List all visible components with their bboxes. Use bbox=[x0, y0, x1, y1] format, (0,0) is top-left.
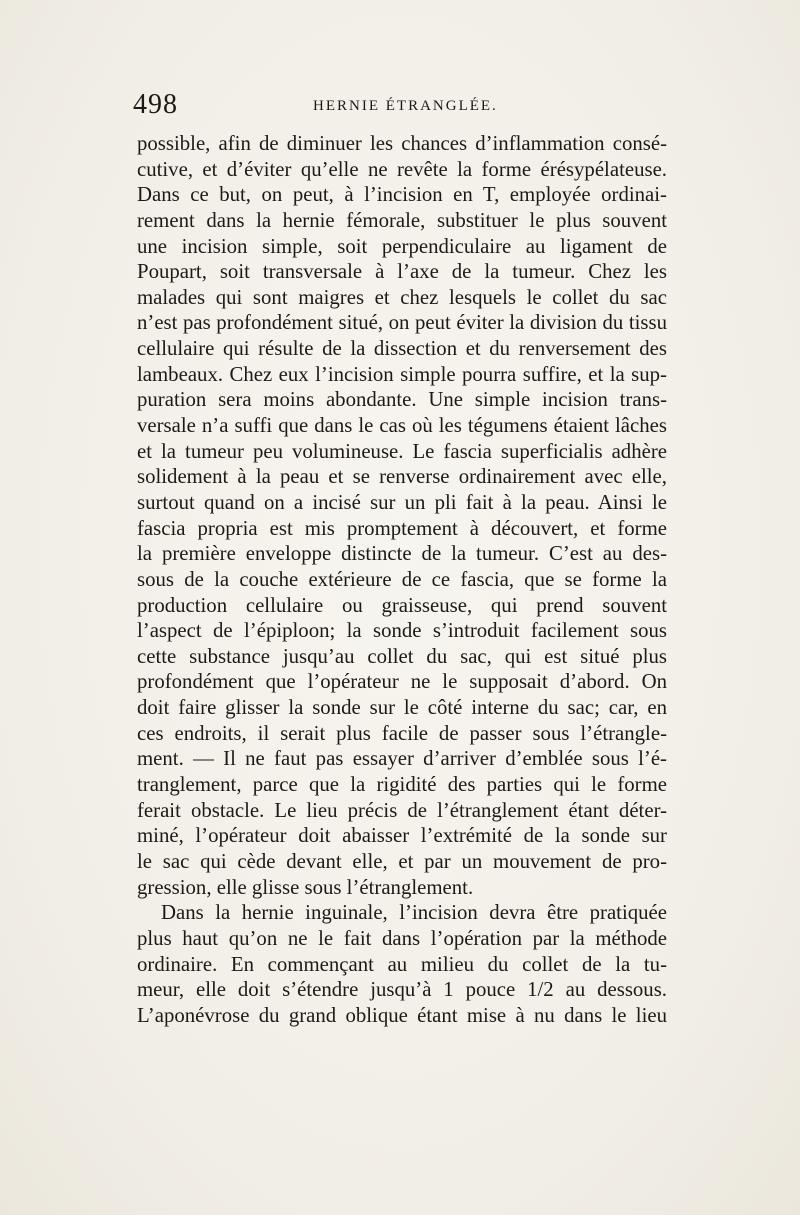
text-line: l’aspect de l’épiploon; la sonde s’introduit facilement sous bbox=[137, 619, 667, 643]
text-line: cellulaire qui résulte de la dissection et du renversement des bbox=[137, 337, 667, 361]
text-line: surtout quand on a incisé sur un pli fait à la peau. Ainsi le bbox=[137, 490, 667, 514]
text-line: la première enveloppe distincte de la tumeur. C’est au des- bbox=[137, 542, 667, 566]
text-line: gression, elle glisse sous l’étranglement. bbox=[137, 875, 474, 899]
page-header bbox=[133, 88, 667, 128]
running-head: HERNIE ÉTRANGLÉE. bbox=[313, 98, 498, 114]
text-line: Dans ce but, on peut, à l’incision en T, employée ordinai- bbox=[137, 183, 667, 207]
text-line: n’est pas profondément situé, on peut éviter la division du tissu bbox=[137, 311, 667, 335]
text-line: ferait obstacle. Le lieu précis de l’étranglement étant déter- bbox=[137, 798, 667, 822]
text-line: rement dans la hernie fémorale, substituer le plus souvent bbox=[137, 208, 667, 232]
text-line: cutive, et d’éviter qu’elle ne revête la forme érésypélateuse. bbox=[137, 157, 667, 181]
text-line: ces endroits, il serait plus facile de passer sous l’étrangle- bbox=[137, 721, 667, 745]
text-line: profondément que l’opérateur ne le supposait d’abord. On bbox=[137, 670, 667, 694]
text-line: tranglement, parce que la rigidité des parties qui le forme bbox=[137, 773, 667, 797]
text-line: versale n’a suffi que dans le cas où les tégumens étaient lâches bbox=[137, 414, 667, 438]
text-line: cette substance jusqu’au collet du sac, qui est situé plus bbox=[137, 644, 667, 668]
text-line: fascia propria est mis promptement à découvert, et forme bbox=[137, 516, 667, 540]
page-number: 498 bbox=[133, 89, 178, 120]
text-line: Poupart, soit transversale à l’axe de la tumeur. Chez les bbox=[137, 260, 667, 284]
text-line: doit faire glisser la sonde sur le côté interne du sac; car, en bbox=[137, 696, 667, 720]
text-line: ordinaire. En commençant au milieu du collet de la tu- bbox=[137, 952, 667, 976]
text-line: malades qui sont maigres et chez lesquels le collet du sac bbox=[137, 285, 667, 309]
text-line: Dans la hernie inguinale, l’incision devra être pratiquée bbox=[161, 901, 667, 925]
text-line: lambeaux. Chez eux l’incision simple pourra suffire, et la sup- bbox=[137, 362, 667, 386]
text-line: une incision simple, soit perpendiculaire au ligament de bbox=[137, 234, 667, 258]
text-line: plus haut qu’on ne le fait dans l’opération par la méthode bbox=[137, 926, 667, 950]
text-line: puration sera moins abondante. Une simple incision trans- bbox=[137, 388, 667, 412]
text-line: et la tumeur peu volumineuse. Le fascia superficialis adhère bbox=[137, 439, 667, 463]
text-line: production cellulaire ou graisseuse, qui prend souvent bbox=[137, 593, 667, 617]
text-line: le sac qui cède devant elle, et par un mouvement de pro- bbox=[137, 849, 667, 873]
text-line: possible, afin de diminuer les chances d’inflammation consé- bbox=[137, 132, 667, 155]
body-text bbox=[137, 131, 667, 1028]
text-line: sous de la couche extérieure de ce fascia, que se forme la bbox=[137, 567, 667, 591]
text-line: ment. — Il ne faut pas essayer d’arriver d’emblée sous l’é- bbox=[137, 747, 667, 771]
text-line: miné, l’opérateur doit abaisser l’extrémité de la sonde sur bbox=[137, 824, 667, 848]
text-line: solidement à la peau et se renverse ordinairement avec elle, bbox=[137, 465, 667, 489]
text-line: meur, elle doit s’étendre jusqu’à 1 pouce 1/2 au dessous. bbox=[137, 978, 667, 1002]
text-line: L’aponévrose du grand oblique étant mise à nu dans le lieu bbox=[137, 1003, 667, 1027]
